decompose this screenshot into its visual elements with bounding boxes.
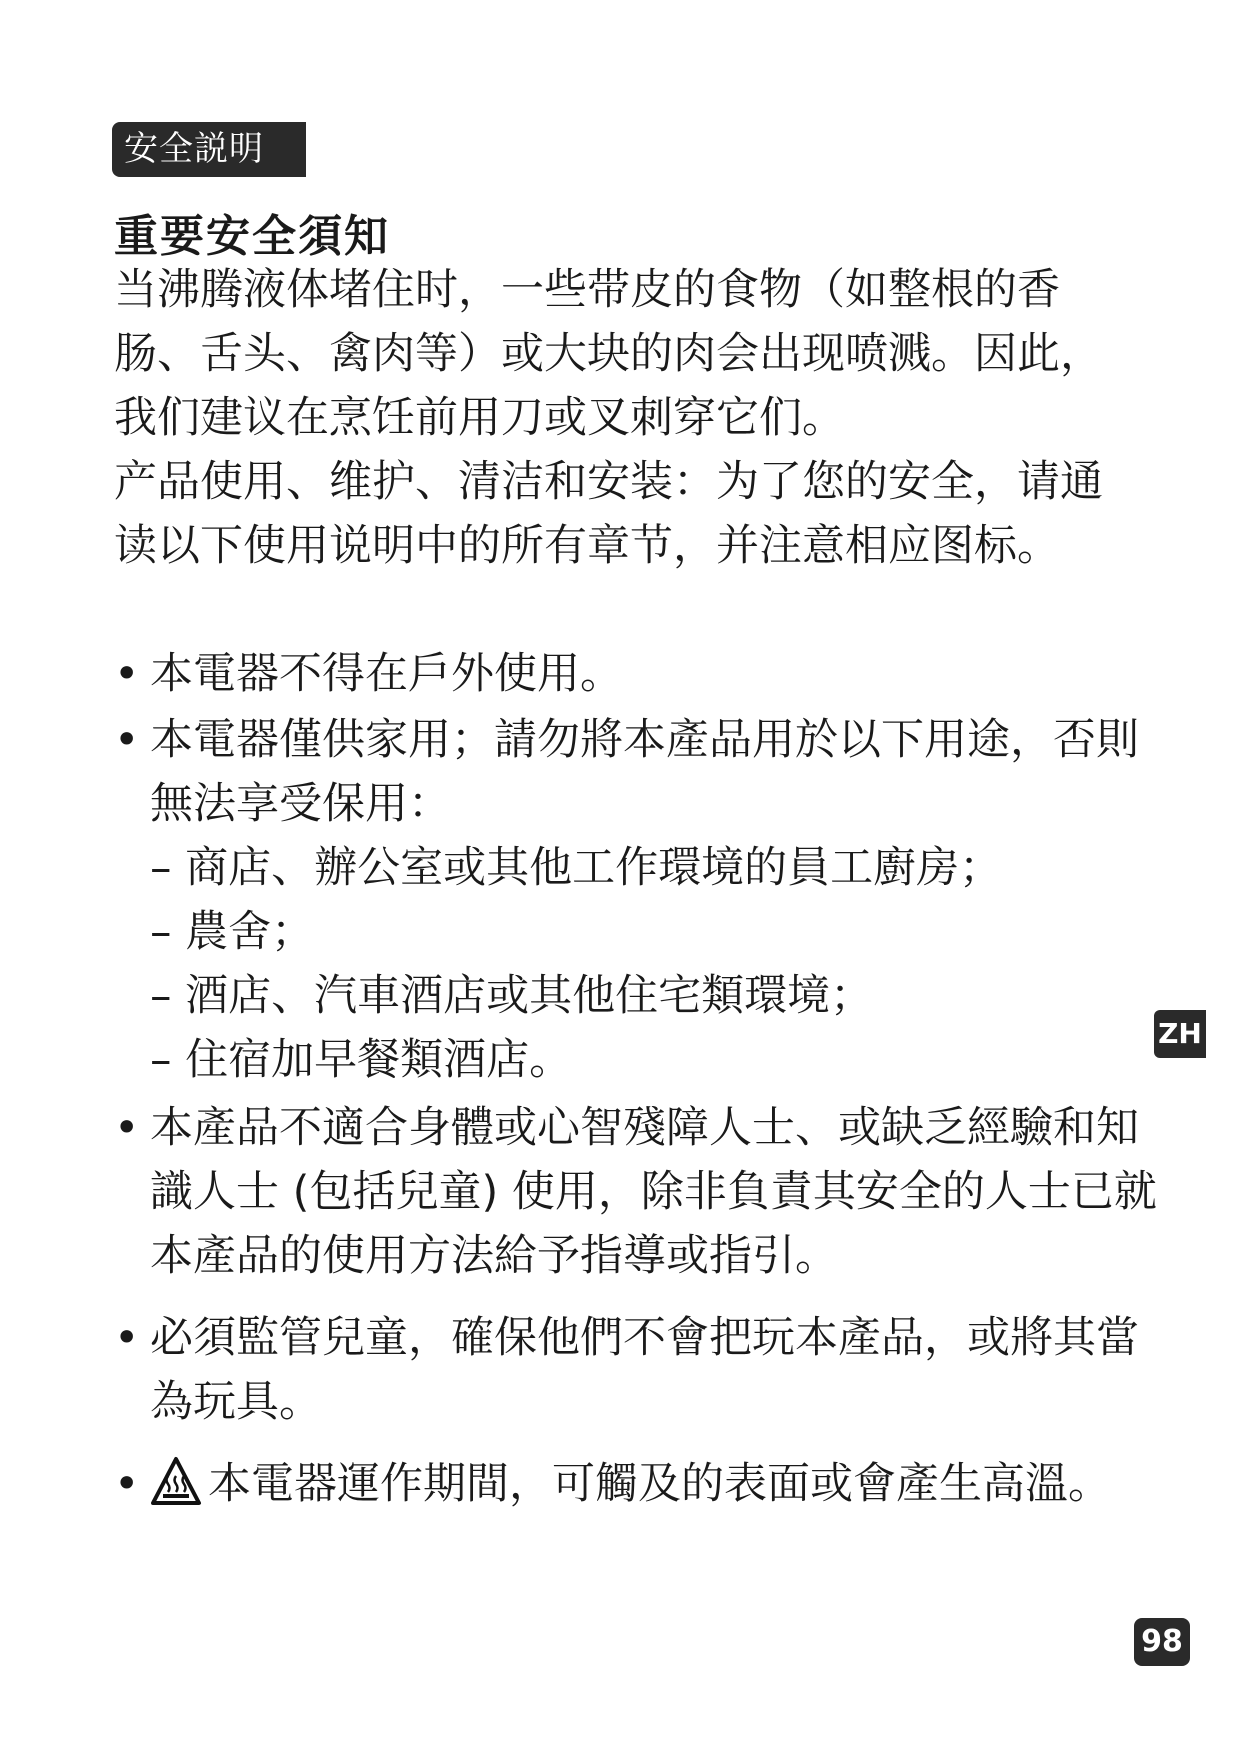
sub-item: – 農舍； bbox=[150, 907, 315, 957]
section-tag: 安全説明 bbox=[112, 122, 306, 177]
list-item bbox=[114, 1096, 1174, 1288]
page-title: 重要安全須知 bbox=[114, 211, 390, 262]
bullet-text: 必須監管兒童，確保他們不會把玩本產品，或將其當為玩具。 bbox=[150, 1313, 1139, 1427]
bullet-text: 本電器運作期間，可觸及的表面或會產生高溫。 bbox=[208, 1459, 1111, 1509]
bullet-dot: • bbox=[114, 1313, 140, 1363]
sub-item: – 商店、辦公室或其他工作環境的員工廚房； bbox=[150, 843, 1003, 893]
hot-surface-warning-icon bbox=[150, 1456, 202, 1506]
list-item bbox=[114, 642, 1174, 706]
paragraph-food-splatter: 当沸腾液体堵住时，一些带皮的食物（如整根的香肠、舌头、禽肉等）或大块的肉会出现喷溅。因此，我们建议在烹饪前用刀或叉刺穿它们。 bbox=[114, 265, 1103, 443]
bullet-text: 本電器不得在戶外使用。 bbox=[150, 649, 623, 699]
list-item bbox=[114, 708, 1174, 1092]
bullet-text: 本產品不適合身體或心智殘障人士、或缺乏經驗和知識人士 (包括兒童) 使用，除非負責其安全的人士已就本產品的使用方法給予指導或指引。 bbox=[150, 1103, 1157, 1281]
list-item bbox=[114, 1452, 1174, 1516]
sub-item: – 住宿加早餐類酒店。 bbox=[150, 1035, 573, 1085]
safety-bullet-list bbox=[114, 642, 1174, 1516]
page-number: 98 bbox=[1134, 1618, 1190, 1666]
bullet-dot: • bbox=[114, 649, 140, 699]
bullet-dot: • bbox=[114, 1459, 140, 1509]
paragraph-safety-instructions: 产品使用、维护、清洁和安装：为了您的安全，请通读以下使用说明中的所有章节，并注意相应图标。 bbox=[114, 457, 1103, 571]
bullet-dot: • bbox=[114, 1103, 140, 1153]
bullet-text: 本電器僅供家用；請勿將本產品用於以下用途，否則無法享受保用： bbox=[150, 715, 1139, 829]
language-tab: ZH bbox=[1154, 1010, 1206, 1058]
bullet-dot: • bbox=[114, 715, 140, 765]
list-item bbox=[114, 1306, 1174, 1434]
sub-item: – 酒店、汽車酒店或其他住宅類環境； bbox=[150, 971, 874, 1021]
